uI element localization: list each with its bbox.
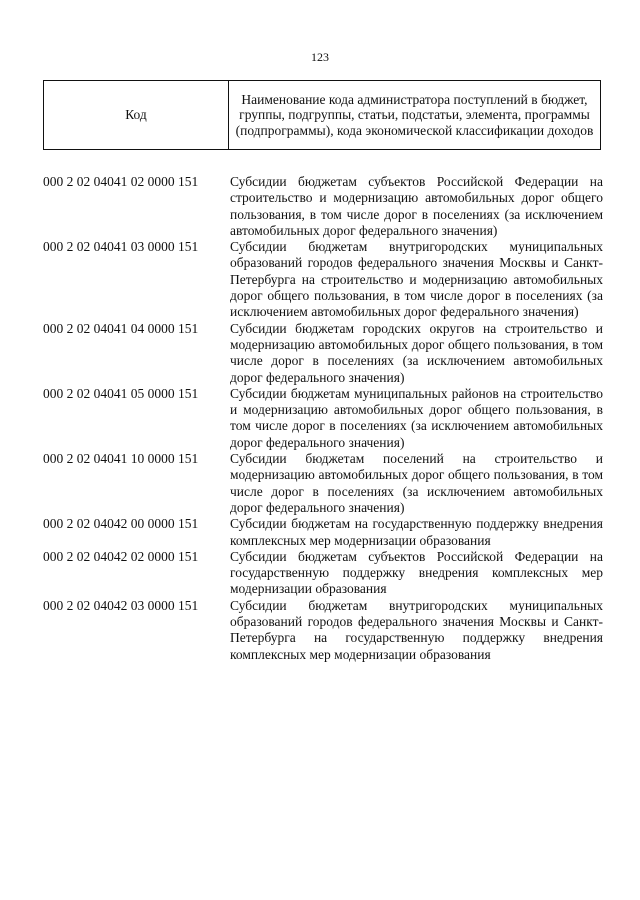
list-item [43, 598, 603, 663]
item-code: 000 2 02 04042 03 0000 151 [43, 597, 199, 613]
list-item [43, 451, 603, 516]
item-code: 000 2 02 04041 10 0000 151 [43, 451, 199, 467]
item-description: Субсидии бюджетам поселений на строительство и модернизацию автомобильных дорог общего пользования, в том числе дорог в поселениях (за исключением автомобильных дорог федерального значения) [230, 451, 603, 515]
item-code: 000 2 02 04042 00 0000 151 [43, 516, 199, 532]
page-number: 123 [311, 50, 329, 64]
item-code: 000 2 02 04041 03 0000 151 [43, 239, 199, 255]
list-item [43, 321, 603, 386]
item-description: Субсидии бюджетам на государственную поддержку внедрения комплексных мер модернизации образования [230, 516, 603, 548]
list-item [43, 386, 603, 451]
item-description: Субсидии бюджетам субъектов Российской Федерации на строительство и модернизацию автомобильных дорог общего пользования, в том числе дорог в поселениях (за исключением автомобильных дорог федерального значения) [230, 174, 603, 238]
item-code: 000 2 02 04041 05 0000 151 [43, 385, 199, 401]
header-row [44, 81, 601, 150]
item-description: Субсидии бюджетам городских округов на строительство и модернизацию автомобильных дорог общего пользования, в том числе дорог в поселениях (за исключением автомобильных дорог федерального значения) [230, 320, 603, 385]
item-description: Субсидии бюджетам внутригородских муниципальных образований городов федерального значения Москвы и Санкт-Петербурга на государственную поддержку внедрения комплексных мер модернизации образования [230, 597, 603, 662]
item-code: 000 2 02 04041 04 0000 151 [43, 320, 199, 336]
header-code-cell: Код [44, 81, 229, 150]
classification-list [43, 174, 603, 663]
list-item [43, 549, 603, 598]
item-description: Субсидии бюджетам муниципальных районов на строительство и модернизацию автомобильных дорог общего пользования, в том числе дорог в поселениях (за исключением автомобильных дорог федерального значения) [230, 385, 603, 450]
item-description: Субсидии бюджетам внутригородских муниципальных образований городов федерального значения Москвы и Санкт-Петербурга на строительство и модернизацию автомобильных дорог общего пользования, в том числе дорог в поселениях (за исключением автомобильных дорог федерального значения) [230, 239, 603, 320]
item-code: 000 2 02 04042 02 0000 151 [43, 548, 199, 564]
header-name-cell: Наименование кода администратора поступлений в бюджет, группы, подгруппы, статьи, подстатьи, элемента, программы (подпрограммы), кода экономической классификации доходов [229, 81, 601, 150]
list-item [43, 174, 603, 239]
list-item [43, 516, 603, 549]
item-description: Субсидии бюджетам субъектов Российской Федерации на государственную поддержку внедрения комплексных мер модернизации образования [230, 548, 603, 597]
header-table [43, 80, 601, 150]
item-code: 000 2 02 04041 02 0000 151 [43, 174, 199, 189]
list-item [43, 239, 603, 320]
